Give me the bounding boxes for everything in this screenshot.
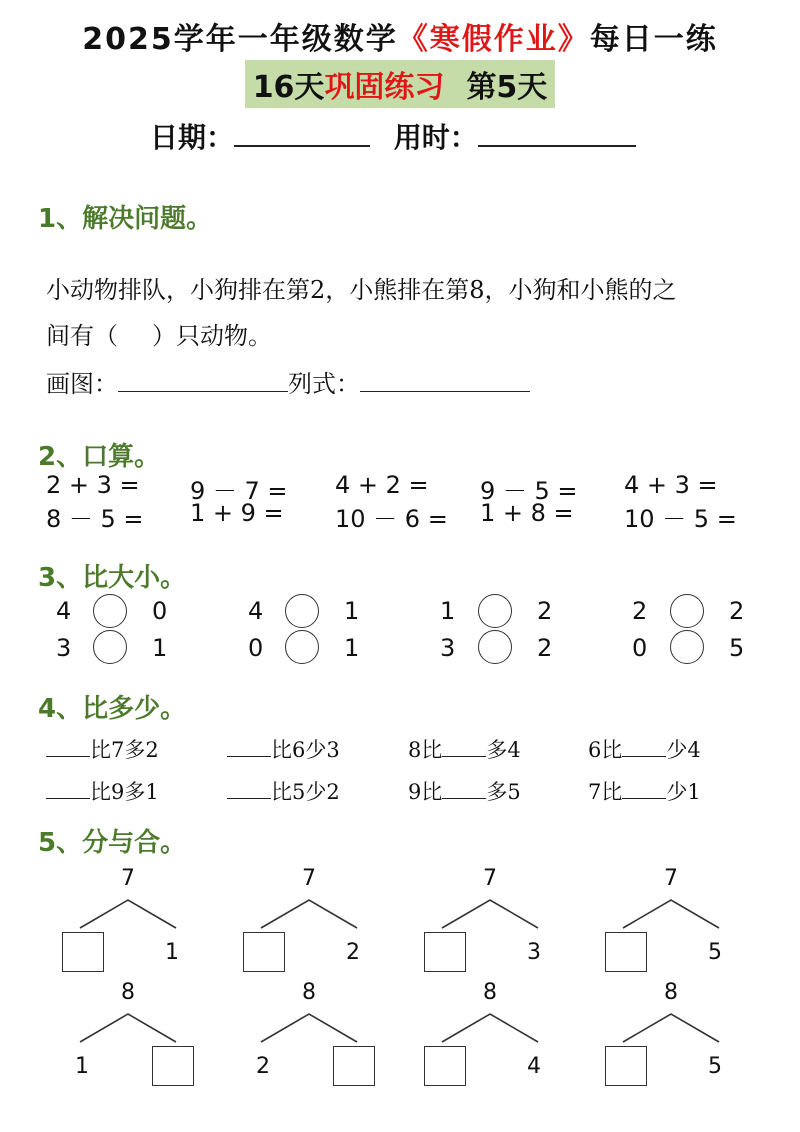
- bond-total: 7: [121, 866, 135, 891]
- calc-item[interactable]: 4 + 2 =: [335, 471, 429, 499]
- section-4-title: 4、比多少。: [38, 694, 187, 724]
- compare-right-number: 1: [344, 597, 360, 625]
- bond-answer-box[interactable]: [243, 932, 285, 972]
- more-less-item: 比7多2: [46, 734, 159, 764]
- date-time-line: [150, 116, 636, 156]
- bond-total: 8: [483, 980, 497, 1005]
- bond-branches: [60, 890, 210, 930]
- date-blank[interactable]: [234, 119, 370, 147]
- bond-total: 8: [121, 980, 135, 1005]
- answer-blank[interactable]: [442, 780, 486, 799]
- bond-given-number: 3: [527, 940, 541, 965]
- bond-branches: [603, 1004, 753, 1044]
- compare-circle[interactable]: [93, 630, 127, 664]
- section-5-title: 5、分与合。: [38, 828, 187, 858]
- answer-blank[interactable]: [227, 738, 271, 757]
- more-less-item: 比9多1: [46, 776, 159, 806]
- compare-left-number: 1: [440, 597, 456, 625]
- calc-item[interactable]: 10 － 5 =: [624, 505, 737, 533]
- calc-item[interactable]: 2 + 3 =: [46, 471, 140, 499]
- calc-item[interactable]: 8 － 5 =: [46, 505, 144, 533]
- bond-total: 7: [483, 866, 497, 891]
- more-less-item: 比6少3: [227, 734, 340, 764]
- formula-blank[interactable]: [360, 369, 530, 392]
- more-less-item: 6比 少4: [588, 738, 701, 762]
- bond-branches: [60, 1004, 210, 1044]
- number-bond: [60, 980, 210, 1080]
- more-less-item: 7比 少1: [588, 780, 701, 804]
- bond-answer-box[interactable]: [605, 1046, 647, 1086]
- date-label: 日期：: [150, 121, 235, 154]
- compare-left-number: 3: [56, 634, 72, 662]
- bond-answer-box[interactable]: [152, 1046, 194, 1086]
- calc-item[interactable]: 10 － 6 =: [335, 505, 448, 533]
- compare-circle[interactable]: [478, 630, 512, 664]
- compare-circle[interactable]: [478, 594, 512, 628]
- calc-item[interactable]: 1 + 8 =: [480, 499, 574, 527]
- section-2-title: 2、口算。: [38, 442, 161, 472]
- bond-total: 7: [302, 866, 316, 891]
- calc-item[interactable]: 4 + 3 =: [624, 471, 718, 499]
- problem-text-line-2: 间有（ ）只动物。: [46, 322, 272, 350]
- calc-item[interactable]: 9 － 7 =: [190, 477, 288, 505]
- answer-blank[interactable]: [46, 780, 90, 799]
- bond-total: 8: [664, 980, 678, 1005]
- time-label: 用时：: [393, 121, 478, 154]
- page-title: 2025学年一年级数学《寒假作业》每日一练: [82, 22, 718, 57]
- compare-left-number: 0: [632, 634, 648, 662]
- answer-blank[interactable]: [622, 780, 666, 799]
- calc-item[interactable]: 1 + 9 =: [190, 499, 284, 527]
- number-bond: [422, 980, 572, 1080]
- bond-given-number: 2: [256, 1054, 270, 1079]
- compare-right-number: 1: [344, 634, 360, 662]
- number-bond: [603, 866, 753, 966]
- compare-right-number: 2: [729, 597, 745, 625]
- bond-total: 7: [664, 866, 678, 891]
- number-bond: [241, 866, 391, 966]
- compare-right-number: 1: [152, 634, 168, 662]
- bond-answer-box[interactable]: [605, 932, 647, 972]
- draw-blank[interactable]: [118, 369, 288, 392]
- number-bond: [422, 866, 572, 966]
- answer-blank[interactable]: [442, 738, 486, 757]
- bond-given-number: 4: [527, 1054, 541, 1079]
- bond-branches: [422, 890, 572, 930]
- subtitle-wrap: [0, 60, 800, 108]
- answer-blank[interactable]: [46, 738, 90, 757]
- more-less-item: 比5少2: [227, 776, 340, 806]
- bond-given-number: 5: [708, 940, 722, 965]
- section-3-title: 3、比大小。: [38, 563, 187, 593]
- compare-circle[interactable]: [93, 594, 127, 628]
- compare-left-number: 0: [248, 634, 264, 662]
- answer-blank[interactable]: [622, 738, 666, 757]
- draw-formula-line: 画图： 列式：: [46, 364, 530, 399]
- compare-circle[interactable]: [285, 594, 319, 628]
- section-1-title: 1、解决问题。: [38, 204, 213, 234]
- subtitle: 16天巩固练习 第5天: [245, 60, 556, 108]
- number-bond: [60, 866, 210, 966]
- problem-text-line-1: 小动物排队，小狗排在第2，小熊排在第8，小狗和小熊的之: [46, 276, 677, 304]
- bond-given-number: 1: [165, 940, 179, 965]
- compare-left-number: 4: [248, 597, 264, 625]
- bond-given-number: 1: [75, 1054, 89, 1079]
- compare-right-number: 2: [537, 597, 553, 625]
- number-bond: [241, 980, 391, 1080]
- compare-right-number: 0: [152, 597, 168, 625]
- compare-circle[interactable]: [670, 630, 704, 664]
- number-bond: [603, 980, 753, 1080]
- compare-left-number: 2: [632, 597, 648, 625]
- compare-left-number: 4: [56, 597, 72, 625]
- calc-item[interactable]: 9 － 5 =: [480, 477, 578, 505]
- compare-left-number: 3: [440, 634, 456, 662]
- compare-right-number: 2: [537, 634, 553, 662]
- compare-right-number: 5: [729, 634, 745, 662]
- bond-answer-box[interactable]: [424, 1046, 466, 1086]
- more-less-item: 8比 多4: [408, 738, 521, 762]
- bond-branches: [422, 1004, 572, 1044]
- time-blank[interactable]: [478, 119, 636, 147]
- compare-circle[interactable]: [285, 630, 319, 664]
- answer-blank[interactable]: [227, 780, 271, 799]
- bond-given-number: 2: [346, 940, 360, 965]
- more-less-item: 9比 多5: [408, 780, 521, 804]
- bond-answer-box[interactable]: [333, 1046, 375, 1086]
- compare-circle[interactable]: [670, 594, 704, 628]
- bond-answer-box[interactable]: [424, 932, 466, 972]
- bond-branches: [241, 1004, 391, 1044]
- bond-branches: [241, 890, 391, 930]
- bond-given-number: 5: [708, 1054, 722, 1079]
- bond-total: 8: [302, 980, 316, 1005]
- bond-branches: [603, 890, 753, 930]
- bond-answer-box[interactable]: [62, 932, 104, 972]
